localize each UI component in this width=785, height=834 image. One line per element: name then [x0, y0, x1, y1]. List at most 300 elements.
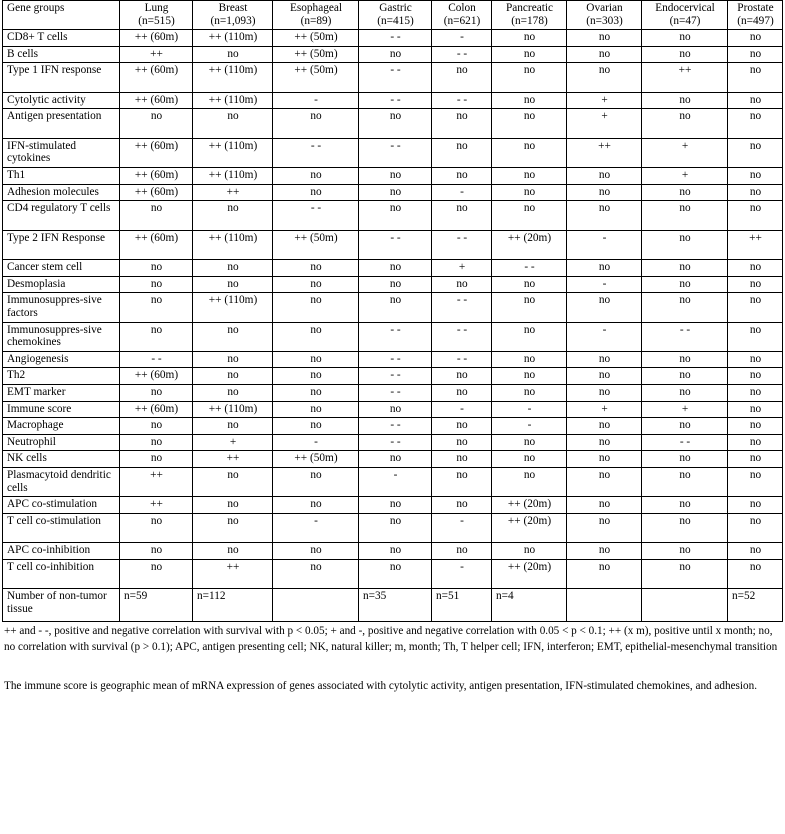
table-cell: - - — [642, 322, 728, 351]
row-label: EMT marker — [3, 385, 120, 402]
table-cell: no — [567, 451, 642, 468]
header-name: Esophageal — [289, 2, 343, 14]
table-cell: ++ (60m) — [120, 184, 193, 201]
table-cell: no — [642, 514, 728, 543]
table-cell: no — [273, 543, 359, 560]
table-cell: ++ — [120, 46, 193, 63]
table-cell: no — [193, 276, 273, 293]
table-cell: no — [273, 167, 359, 184]
table-cell: no — [728, 418, 783, 435]
header-name: Breast — [218, 2, 248, 14]
table-cell: no — [567, 497, 642, 514]
table-cell: no — [273, 401, 359, 418]
table-cell: no — [728, 368, 783, 385]
table-cell: no — [642, 351, 728, 368]
header-sample-size: (n=1,093) — [210, 14, 256, 27]
table-cell: no — [642, 201, 728, 230]
table-cell: no — [359, 401, 432, 418]
table-cell: no — [728, 184, 783, 201]
table-cell: - - — [359, 322, 432, 351]
table-cell: + — [642, 401, 728, 418]
table-cell: - - — [359, 385, 432, 402]
table-row — [3, 385, 783, 402]
table-cell: no — [120, 560, 193, 589]
table-cell: no — [642, 276, 728, 293]
table-cell: no — [120, 385, 193, 402]
table-row — [3, 293, 783, 322]
table-cell — [567, 589, 642, 622]
table-cell: no — [728, 109, 783, 138]
table-row — [3, 167, 783, 184]
immune-score-footnote: The immune score is geographic mean of mRNA expression of genes associated with cytolytic activity, antigen presentation, IFN-stimulated chemokines, and adhesion. — [4, 680, 757, 693]
table-cell: no — [193, 497, 273, 514]
table-cell — [642, 589, 728, 622]
table-cell: no — [193, 109, 273, 138]
header-esophageal — [273, 1, 359, 30]
row-label: T cell co-stimulation — [3, 514, 120, 543]
row-label: Type 1 IFN response — [3, 63, 120, 92]
header-name: Lung — [144, 2, 169, 14]
table-row — [3, 589, 783, 622]
header-name: Gastric — [379, 2, 412, 14]
row-label: Th2 — [3, 368, 120, 385]
table-cell: - — [492, 418, 567, 435]
table-cell: no — [359, 167, 432, 184]
table-cell: ++ — [193, 560, 273, 589]
table-cell: no — [567, 201, 642, 230]
table-row — [3, 368, 783, 385]
table-cell: ++ (20m) — [492, 560, 567, 589]
table-cell: no — [273, 109, 359, 138]
table-cell: no — [642, 451, 728, 468]
table-cell: no — [728, 434, 783, 451]
table-cell: no — [492, 46, 567, 63]
table-cell: - - — [359, 138, 432, 167]
table-cell: no — [728, 351, 783, 368]
table-row — [3, 434, 783, 451]
table-cell: - - — [359, 368, 432, 385]
table-cell: + — [642, 138, 728, 167]
table-cell: no — [567, 385, 642, 402]
table-cell: - — [432, 514, 492, 543]
table-cell: ++ (60m) — [120, 368, 193, 385]
row-label: Plasmacytoid dendritic cells — [3, 468, 120, 497]
table-cell: no — [359, 46, 432, 63]
table-cell: - — [432, 401, 492, 418]
table-cell: no — [193, 543, 273, 560]
table-cell: no — [492, 109, 567, 138]
table-row — [3, 201, 783, 230]
table-cell: no — [359, 497, 432, 514]
table-cell: no — [492, 451, 567, 468]
table-cell: no — [492, 201, 567, 230]
table-cell: no — [567, 46, 642, 63]
table-cell: no — [728, 201, 783, 230]
table-cell: no — [120, 201, 193, 230]
table-cell: - — [432, 30, 492, 47]
table-cell: ++ (50m) — [273, 63, 359, 92]
table-cell: ++ — [120, 497, 193, 514]
table-cell: n=52 — [728, 589, 783, 622]
table-cell: no — [273, 259, 359, 276]
table-cell: ++ (110m) — [193, 167, 273, 184]
table-cell: no — [193, 368, 273, 385]
header-endocervical — [642, 1, 728, 30]
table-cell: no — [120, 514, 193, 543]
header-sample-size: (n=178) — [511, 14, 548, 27]
table-cell: no — [492, 351, 567, 368]
table-cell: no — [728, 63, 783, 92]
table-cell: no — [642, 368, 728, 385]
table-cell: no — [567, 468, 642, 497]
row-label: CD4 regulatory T cells — [3, 201, 120, 230]
header-sample-size: (n=303) — [586, 14, 623, 27]
header-sample-size: (n=497) — [737, 14, 774, 27]
table-cell: - - — [432, 351, 492, 368]
table-cell: ++ (110m) — [193, 401, 273, 418]
table-cell: ++ (110m) — [193, 30, 273, 47]
table-cell: no — [432, 543, 492, 560]
table-cell: no — [728, 322, 783, 351]
table-cell: no — [492, 468, 567, 497]
table-cell: no — [359, 109, 432, 138]
table-row — [3, 543, 783, 560]
table-cell: no — [492, 63, 567, 92]
table-cell: - - — [492, 259, 567, 276]
legend-footnote: ++ and - -, positive and negative correlation with survival with p < 0.05; + and -, positive and negative correlation with 0.05 < p < 0.1; ++ (x m), positive until x month; no, no correlation with survival (p > 0.1); APC, antigen presenting cell; NK, natural killer; m, month; Th, T helper cell; IFN, interferon; EMT, epithelial-mesenchymal transition — [4, 625, 778, 653]
table-cell: - — [273, 514, 359, 543]
header-sample-size: (n=621) — [443, 14, 481, 27]
table-cell: no — [642, 293, 728, 322]
table-cell: - — [567, 230, 642, 259]
table-cell: - - — [432, 230, 492, 259]
table-cell: no — [273, 385, 359, 402]
header-breast — [193, 1, 273, 30]
table-cell: - — [359, 468, 432, 497]
table-cell: ++ (110m) — [193, 138, 273, 167]
table-cell: no — [359, 514, 432, 543]
table-cell: ++ (50m) — [273, 230, 359, 259]
header-ovarian — [567, 1, 642, 30]
table-row — [3, 514, 783, 543]
row-label: Macrophage — [3, 418, 120, 435]
table-cell: no — [728, 560, 783, 589]
table-cell: ++ (60m) — [120, 30, 193, 47]
table-cell: ++ (20m) — [492, 497, 567, 514]
table-cell: no — [120, 109, 193, 138]
table-cell: no — [728, 30, 783, 47]
row-label: Adhesion molecules — [3, 184, 120, 201]
table-cell: no — [567, 293, 642, 322]
table-row — [3, 497, 783, 514]
table-cell: no — [728, 468, 783, 497]
table-row — [3, 184, 783, 201]
table-cell: no — [273, 351, 359, 368]
header-name: Colon — [448, 2, 476, 14]
table-cell: no — [359, 560, 432, 589]
table-cell: no — [432, 418, 492, 435]
table-cell: no — [359, 184, 432, 201]
table-cell: - - — [359, 30, 432, 47]
table-cell: - - — [273, 138, 359, 167]
table-cell: ++ (60m) — [120, 401, 193, 418]
table-row — [3, 322, 783, 351]
table-cell: - - — [359, 434, 432, 451]
table-cell: - - — [120, 351, 193, 368]
table-cell: no — [728, 138, 783, 167]
table-cell: no — [273, 184, 359, 201]
table-cell: ++ (60m) — [120, 63, 193, 92]
table-cell: no — [567, 434, 642, 451]
table-row — [3, 560, 783, 589]
table-cell: - - — [432, 92, 492, 109]
table-cell: - - — [432, 46, 492, 63]
table-cell: no — [193, 351, 273, 368]
table-cell: n=112 — [193, 589, 273, 622]
table-cell: no — [359, 543, 432, 560]
table-cell: ++ — [567, 138, 642, 167]
table-cell: no — [492, 167, 567, 184]
row-label: CD8+ T cells — [3, 30, 120, 47]
table-cell: no — [567, 560, 642, 589]
table-cell: n=59 — [120, 589, 193, 622]
table-cell: no — [642, 230, 728, 259]
table-cell: no — [432, 451, 492, 468]
table-cell: no — [273, 497, 359, 514]
table-cell: no — [642, 418, 728, 435]
table-cell: ++ (110m) — [193, 92, 273, 109]
row-label: Cytolytic activity — [3, 92, 120, 109]
table-cell: no — [728, 46, 783, 63]
row-label: Type 2 IFN Response — [3, 230, 120, 259]
table-cell: no — [567, 418, 642, 435]
table-header-row — [3, 1, 783, 30]
table-cell: ++ — [642, 63, 728, 92]
table-cell: no — [432, 276, 492, 293]
table-cell: no — [642, 385, 728, 402]
table-cell: - — [567, 322, 642, 351]
table-cell: no — [728, 385, 783, 402]
table-cell: - - — [359, 63, 432, 92]
table-cell: ++ (60m) — [120, 138, 193, 167]
row-label: Immune score — [3, 401, 120, 418]
table-cell: no — [492, 434, 567, 451]
table-cell: no — [193, 201, 273, 230]
table-cell: + — [193, 434, 273, 451]
table-cell: - - — [273, 201, 359, 230]
table-cell: + — [567, 109, 642, 138]
table-cell: no — [120, 418, 193, 435]
table-cell: no — [567, 351, 642, 368]
table-cell: no — [492, 543, 567, 560]
table-cell: no — [193, 468, 273, 497]
table-cell: no — [273, 293, 359, 322]
table-cell: no — [642, 468, 728, 497]
row-label: T cell co-inhibition — [3, 560, 120, 589]
table-row — [3, 276, 783, 293]
table-cell: no — [642, 543, 728, 560]
table-cell: no — [728, 497, 783, 514]
table-row — [3, 401, 783, 418]
row-label: Angiogenesis — [3, 351, 120, 368]
table-cell: no — [642, 497, 728, 514]
table-cell: - — [273, 434, 359, 451]
table-cell: no — [642, 184, 728, 201]
table-cell: no — [492, 385, 567, 402]
table-cell: no — [492, 293, 567, 322]
table-cell: ++ — [193, 184, 273, 201]
table-cell: no — [492, 322, 567, 351]
table-cell: - — [492, 401, 567, 418]
table-cell: - - — [642, 434, 728, 451]
row-label: Number of non-tumor tissue — [3, 589, 120, 622]
table-cell: - - — [359, 418, 432, 435]
row-label: APC co-stimulation — [3, 497, 120, 514]
row-label: Antigen presentation — [3, 109, 120, 138]
table-cell: no — [273, 322, 359, 351]
table-cell: - — [432, 184, 492, 201]
table-cell: no — [120, 293, 193, 322]
table-cell: - - — [359, 351, 432, 368]
table-row — [3, 468, 783, 497]
table-cell: no — [273, 276, 359, 293]
table-cell: no — [492, 30, 567, 47]
table-cell: no — [492, 368, 567, 385]
table-cell: no — [728, 543, 783, 560]
table-cell: no — [567, 30, 642, 47]
table-cell: no — [359, 293, 432, 322]
table-cell: no — [120, 434, 193, 451]
header-colon — [432, 1, 492, 30]
table-cell: no — [567, 259, 642, 276]
table-cell: no — [642, 46, 728, 63]
table-cell: no — [567, 514, 642, 543]
header-name: Ovarian — [586, 2, 623, 14]
table-cell: no — [432, 63, 492, 92]
table-cell: no — [728, 293, 783, 322]
table-cell: no — [193, 385, 273, 402]
table-cell: no — [728, 92, 783, 109]
table-row — [3, 451, 783, 468]
table-cell: no — [492, 138, 567, 167]
header-sample-size: (n=415) — [377, 14, 414, 27]
table-cell: no — [728, 514, 783, 543]
table-cell: - - — [359, 230, 432, 259]
table-cell: + — [567, 92, 642, 109]
row-label: Neutrophil — [3, 434, 120, 451]
table-cell: no — [120, 451, 193, 468]
table-cell: n=51 — [432, 589, 492, 622]
table-cell: no — [193, 418, 273, 435]
table-cell: - — [567, 276, 642, 293]
table-cell: ++ — [120, 468, 193, 497]
table-cell: ++ (60m) — [120, 92, 193, 109]
table-cell: no — [432, 167, 492, 184]
header-sample-size: (n=515) — [138, 14, 175, 27]
header-gastric — [359, 1, 432, 30]
table-cell: no — [492, 184, 567, 201]
table-cell: no — [432, 368, 492, 385]
header-sample-size: (n=89) — [300, 14, 332, 27]
table-cell: - — [432, 560, 492, 589]
row-label: Immunosuppres-sive chemokines — [3, 322, 120, 351]
table-cell: n=35 — [359, 589, 432, 622]
table-cell: no — [359, 276, 432, 293]
table-cell: no — [359, 201, 432, 230]
table-cell: no — [432, 138, 492, 167]
table-cell: no — [728, 451, 783, 468]
table-cell: no — [120, 543, 193, 560]
table-row — [3, 30, 783, 47]
table-cell: no — [273, 468, 359, 497]
table-cell: no — [728, 259, 783, 276]
row-label: APC co-inhibition — [3, 543, 120, 560]
table-cell: no — [728, 276, 783, 293]
table-cell: no — [642, 560, 728, 589]
table-cell: ++ — [728, 230, 783, 259]
table-cell: no — [432, 109, 492, 138]
table-cell: ++ (110m) — [193, 230, 273, 259]
table-row — [3, 259, 783, 276]
table-cell: + — [567, 401, 642, 418]
table-cell: ++ — [193, 451, 273, 468]
table-row — [3, 418, 783, 435]
table-cell: no — [492, 276, 567, 293]
table-cell: ++ (50m) — [273, 46, 359, 63]
table-row — [3, 92, 783, 109]
table-cell: no — [567, 543, 642, 560]
table-cell: n=4 — [492, 589, 567, 622]
table-row — [3, 138, 783, 167]
table-cell: - - — [432, 322, 492, 351]
table-cell: no — [642, 259, 728, 276]
row-label: Th1 — [3, 167, 120, 184]
table-cell: ++ (50m) — [273, 30, 359, 47]
table-cell: + — [432, 259, 492, 276]
row-label: Desmoplasia — [3, 276, 120, 293]
table-cell: no — [728, 167, 783, 184]
header-name: Gene groups — [7, 2, 65, 14]
table-cell: no — [567, 167, 642, 184]
table-cell: no — [432, 468, 492, 497]
table-cell: no — [642, 30, 728, 47]
table-cell: no — [193, 514, 273, 543]
table-cell: - — [273, 92, 359, 109]
table-cell: ++ (20m) — [492, 514, 567, 543]
table-cell: - - — [432, 293, 492, 322]
table-cell: no — [567, 63, 642, 92]
table-cell: no — [567, 184, 642, 201]
header-lung — [120, 1, 193, 30]
row-label: IFN-stimulated cytokines — [3, 138, 120, 167]
table-cell: no — [120, 322, 193, 351]
table-row — [3, 351, 783, 368]
table-cell: no — [193, 259, 273, 276]
table-cell: no — [273, 560, 359, 589]
row-label: B cells — [3, 46, 120, 63]
row-label: Cancer stem cell — [3, 259, 120, 276]
table-cell: ++ (60m) — [120, 230, 193, 259]
table-cell: ++ (20m) — [492, 230, 567, 259]
row-label: NK cells — [3, 451, 120, 468]
row-label: Immunosuppres-sive factors — [3, 293, 120, 322]
table-cell: no — [492, 92, 567, 109]
table-cell: no — [567, 368, 642, 385]
table-cell: ++ (110m) — [193, 293, 273, 322]
table-cell: no — [120, 276, 193, 293]
header-gene-groups — [3, 1, 120, 30]
table-cell — [273, 589, 359, 622]
